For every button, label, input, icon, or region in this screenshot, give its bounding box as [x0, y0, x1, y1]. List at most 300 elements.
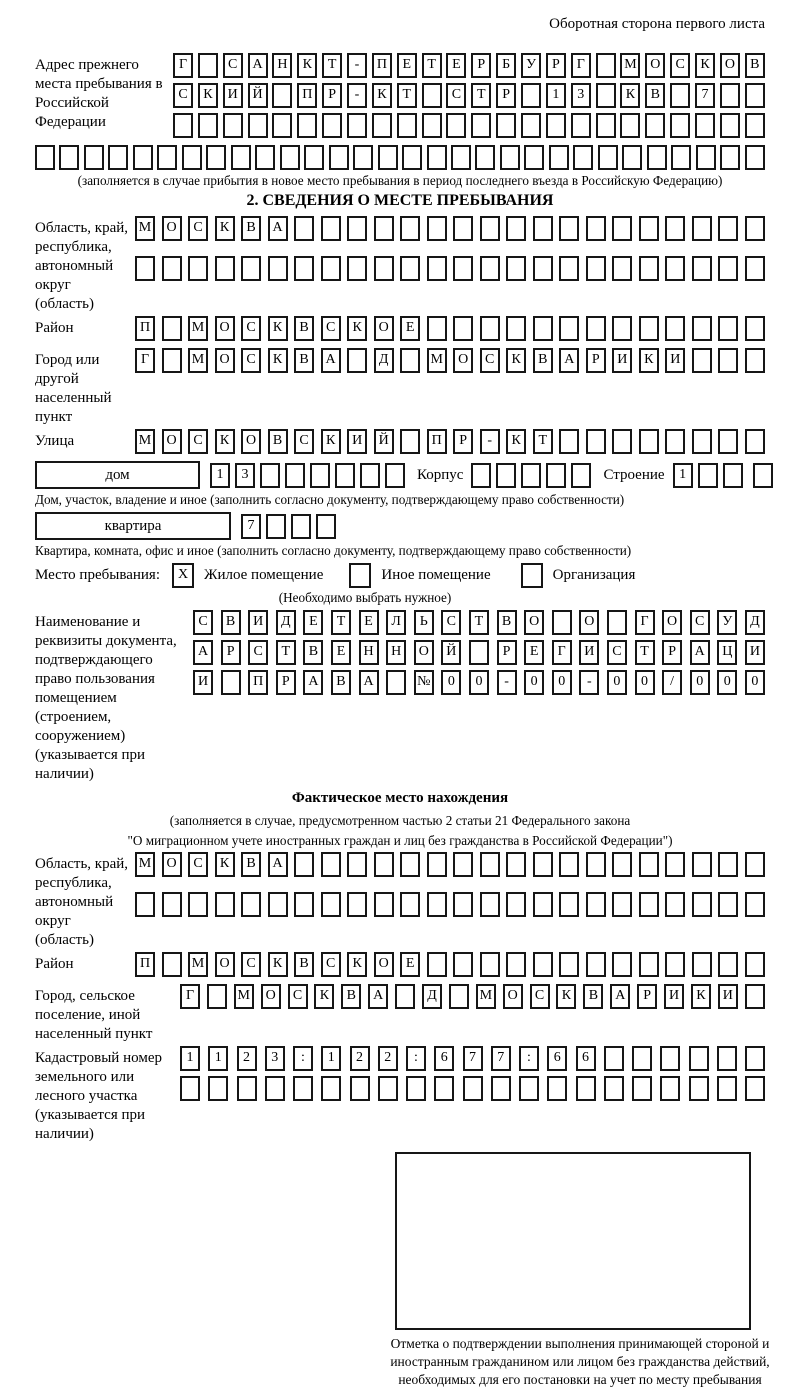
char-box: Е	[400, 952, 420, 977]
char-box-row	[210, 463, 405, 488]
char-box: К	[215, 216, 235, 241]
char-box	[353, 145, 373, 170]
char-box: К	[556, 984, 576, 1009]
char-box	[453, 216, 473, 241]
char-box	[427, 952, 447, 977]
prev-address-label: Адрес прежнего места пребывания в Российской Федерации	[35, 57, 163, 130]
char-box: Р	[276, 670, 296, 695]
char-box	[321, 852, 341, 877]
char-box	[293, 1076, 313, 1101]
char-box	[480, 952, 500, 977]
char-box: Т	[471, 83, 491, 108]
char-box	[559, 216, 579, 241]
char-box-row	[35, 145, 765, 170]
char-box: А	[690, 640, 710, 665]
char-box	[491, 1076, 511, 1101]
char-box	[665, 892, 685, 917]
char-box-row	[180, 984, 765, 1009]
char-box	[453, 852, 473, 877]
char-box: О	[414, 640, 434, 665]
char-box	[665, 852, 685, 877]
char-box: И	[223, 83, 243, 108]
char-box	[533, 852, 553, 877]
char-box: Т	[635, 640, 655, 665]
char-box: 1	[210, 463, 230, 488]
char-box: О	[453, 348, 473, 373]
char-box	[294, 852, 314, 877]
checkbox-other-premises	[349, 563, 371, 588]
char-box	[480, 316, 500, 341]
char-box: Н	[386, 640, 406, 665]
char-box: Д	[276, 610, 296, 635]
char-box: С	[441, 610, 461, 635]
char-box	[347, 256, 367, 281]
char-box	[689, 1046, 709, 1071]
char-box: 7	[695, 83, 715, 108]
char-box: Р	[662, 640, 682, 665]
char-box	[506, 316, 526, 341]
char-box	[723, 463, 743, 488]
char-box: И	[579, 640, 599, 665]
char-box	[692, 429, 712, 454]
char-box	[221, 670, 241, 695]
char-box: -	[579, 670, 599, 695]
char-box: С	[670, 53, 690, 78]
region-grid	[135, 216, 765, 296]
char-box: У	[717, 610, 737, 635]
char-box	[291, 514, 311, 539]
street-grid	[135, 429, 765, 459]
char-box	[453, 256, 473, 281]
char-box	[182, 145, 202, 170]
prev-address-grid	[173, 53, 765, 143]
char-box	[604, 1046, 624, 1071]
char-box: К	[268, 348, 288, 373]
char-box	[35, 145, 55, 170]
char-box	[612, 429, 632, 454]
char-box	[612, 256, 632, 281]
char-box: 0	[552, 670, 572, 695]
char-box: 7	[491, 1046, 511, 1071]
char-box-row	[135, 892, 765, 917]
char-box: М	[234, 984, 254, 1009]
char-box: 0	[635, 670, 655, 695]
char-box	[586, 952, 606, 977]
house-note: Дом, участок, владение и иное (заполнить согласно документу, подтверждающему право собственности)	[35, 492, 625, 507]
char-box	[372, 113, 392, 138]
char-box: В	[221, 610, 241, 635]
char-box	[612, 952, 632, 977]
char-box	[215, 256, 235, 281]
char-box	[670, 113, 690, 138]
char-box	[533, 892, 553, 917]
actual-city-grid	[180, 984, 765, 1014]
char-box	[692, 952, 712, 977]
char-box	[266, 514, 286, 539]
char-box	[692, 852, 712, 877]
char-box	[598, 145, 618, 170]
char-box	[546, 113, 566, 138]
char-box: В	[497, 610, 517, 635]
char-box	[335, 463, 355, 488]
char-box	[718, 256, 738, 281]
char-box: С	[690, 610, 710, 635]
char-box	[612, 852, 632, 877]
char-box: И	[745, 640, 765, 665]
prev-address-extra-grid	[35, 145, 765, 170]
char-box	[639, 429, 659, 454]
char-box: А	[303, 670, 323, 695]
char-box: А	[559, 348, 579, 373]
char-box	[533, 952, 553, 977]
char-box: О	[579, 610, 599, 635]
char-box: Й	[374, 429, 394, 454]
char-box	[173, 113, 193, 138]
char-box	[665, 429, 685, 454]
char-box	[620, 113, 640, 138]
char-box-row	[173, 83, 765, 108]
char-box	[665, 216, 685, 241]
char-box: 1	[321, 1046, 341, 1071]
char-box: Р	[497, 640, 517, 665]
char-box: К	[268, 316, 288, 341]
char-box-row	[193, 610, 765, 635]
char-box	[695, 113, 715, 138]
char-box	[451, 145, 471, 170]
char-box: Д	[422, 984, 442, 1009]
char-box	[471, 113, 491, 138]
document-label: Наименование и реквизиты документа, подтверждающего право пользования помещением (строением, сооружением) (указывается при наличии)	[35, 614, 177, 782]
char-box	[745, 145, 765, 170]
city-group	[35, 348, 765, 427]
char-box	[696, 145, 716, 170]
char-box: Г	[180, 984, 200, 1009]
char-box: П	[372, 53, 392, 78]
char-box	[665, 316, 685, 341]
char-box	[745, 113, 765, 138]
char-box	[297, 113, 317, 138]
char-box	[321, 892, 341, 917]
char-box-row	[135, 952, 765, 977]
char-box	[524, 145, 544, 170]
char-box: 0	[717, 670, 737, 695]
char-box: 1	[180, 1046, 200, 1071]
char-box: К	[321, 429, 341, 454]
char-box	[347, 348, 367, 373]
char-box	[607, 610, 627, 635]
char-box: К	[691, 984, 711, 1009]
checkbox-organization	[521, 563, 543, 588]
char-box: Т	[276, 640, 296, 665]
char-box	[745, 216, 765, 241]
char-box: 6	[547, 1046, 567, 1071]
char-box	[533, 216, 553, 241]
char-box	[571, 463, 591, 488]
char-box	[549, 145, 569, 170]
char-box	[294, 216, 314, 241]
char-box: К	[506, 429, 526, 454]
char-box	[559, 256, 579, 281]
char-box: И	[665, 348, 685, 373]
char-box-row	[173, 113, 765, 138]
char-box: Р	[221, 640, 241, 665]
char-box-row	[135, 429, 765, 454]
char-box: К	[314, 984, 334, 1009]
char-box: П	[427, 429, 447, 454]
cadastral-label: Кадастровый номер земельного или лесного участка (указывается при наличии)	[35, 1050, 162, 1142]
char-box	[157, 145, 177, 170]
char-box	[223, 113, 243, 138]
section2-title: 2. СВЕДЕНИЯ О МЕСТЕ ПРЕБЫВАНИЯ	[246, 192, 554, 209]
char-box	[692, 256, 712, 281]
char-box	[692, 216, 712, 241]
char-box	[745, 984, 765, 1009]
char-box	[506, 256, 526, 281]
char-box	[753, 463, 773, 488]
char-box: 6	[434, 1046, 454, 1071]
char-box: М	[188, 316, 208, 341]
char-box: 0	[607, 670, 627, 695]
char-box: П	[297, 83, 317, 108]
char-box	[718, 429, 738, 454]
char-box: 3	[571, 83, 591, 108]
char-box	[718, 216, 738, 241]
char-box	[402, 145, 422, 170]
char-box	[280, 145, 300, 170]
char-box: -	[347, 83, 367, 108]
char-box	[248, 113, 268, 138]
char-box: К	[695, 53, 715, 78]
char-box: В	[294, 348, 314, 373]
actual-region-label: Область, край, республика, автономный округ (область)	[35, 856, 129, 948]
char-box-row	[471, 463, 591, 488]
char-box	[400, 348, 420, 373]
char-box	[612, 892, 632, 917]
char-box	[665, 952, 685, 977]
char-box	[612, 216, 632, 241]
char-box	[718, 892, 738, 917]
char-box: М	[135, 216, 155, 241]
char-box: В	[341, 984, 361, 1009]
char-box: С	[188, 429, 208, 454]
char-box	[400, 256, 420, 281]
char-box	[500, 145, 520, 170]
char-box	[647, 145, 667, 170]
char-box: С	[480, 348, 500, 373]
char-box	[347, 113, 367, 138]
char-box: Р	[322, 83, 342, 108]
char-box-row	[673, 463, 743, 488]
char-box	[745, 348, 765, 373]
char-box	[639, 216, 659, 241]
char-box	[406, 1076, 426, 1101]
char-box	[639, 952, 659, 977]
char-box	[374, 852, 394, 877]
char-box	[665, 256, 685, 281]
char-box	[427, 316, 447, 341]
char-box: Е	[397, 53, 417, 78]
char-box: К	[347, 952, 367, 977]
char-box	[717, 1076, 737, 1101]
char-box: Р	[496, 83, 516, 108]
char-box	[586, 216, 606, 241]
char-box: Г	[173, 53, 193, 78]
char-box: 1	[208, 1046, 228, 1071]
actual-city-group	[35, 984, 765, 1044]
char-box	[310, 463, 330, 488]
district-label: Район	[35, 320, 74, 336]
char-box: 0	[469, 670, 489, 695]
char-box	[427, 216, 447, 241]
char-box: А	[321, 348, 341, 373]
char-box	[374, 892, 394, 917]
char-box: Е	[400, 316, 420, 341]
char-box: Н	[359, 640, 379, 665]
char-box: В	[268, 429, 288, 454]
char-box	[521, 83, 541, 108]
house-row	[35, 461, 765, 489]
char-box	[586, 256, 606, 281]
char-box	[559, 316, 579, 341]
char-box: С	[241, 316, 261, 341]
char-box: О	[241, 429, 261, 454]
char-box	[546, 463, 566, 488]
char-box: О	[374, 316, 394, 341]
char-box	[400, 892, 420, 917]
char-box-row	[180, 1076, 765, 1101]
char-box	[645, 113, 665, 138]
char-box	[671, 145, 691, 170]
char-box	[571, 113, 591, 138]
char-box: П	[135, 316, 155, 341]
char-box: М	[135, 852, 155, 877]
char-box	[720, 145, 740, 170]
char-box: С	[241, 348, 261, 373]
char-box: Е	[303, 610, 323, 635]
char-box: 6	[576, 1046, 596, 1071]
char-box	[718, 952, 738, 977]
char-box	[400, 429, 420, 454]
char-box	[471, 463, 491, 488]
char-box-row	[135, 852, 765, 877]
char-box	[745, 316, 765, 341]
char-box-row	[135, 256, 765, 281]
char-box: М	[427, 348, 447, 373]
char-box	[386, 670, 406, 695]
char-box: Л	[386, 610, 406, 635]
char-box	[480, 256, 500, 281]
char-box: В	[645, 83, 665, 108]
actual-district-grid	[135, 952, 765, 982]
char-box	[434, 1076, 454, 1101]
char-box: О	[162, 429, 182, 454]
cadastral-group	[35, 1046, 765, 1144]
char-box: А	[368, 984, 388, 1009]
premises-type-row	[35, 563, 765, 588]
char-box: Г	[552, 640, 572, 665]
char-box	[463, 1076, 483, 1101]
char-box	[745, 892, 765, 917]
char-box	[215, 892, 235, 917]
char-box	[294, 892, 314, 917]
house-number-grid	[210, 463, 405, 488]
char-box: Г	[135, 348, 155, 373]
char-box	[689, 1076, 709, 1101]
char-box: С	[288, 984, 308, 1009]
char-box: У	[521, 53, 541, 78]
actual-city-label: Город, сельское поселение, иной населенный пункт	[35, 988, 153, 1042]
char-box	[265, 1076, 285, 1101]
char-box: -	[347, 53, 367, 78]
char-box	[162, 952, 182, 977]
actual-region-grid	[135, 852, 765, 932]
char-box	[453, 316, 473, 341]
char-box	[745, 83, 765, 108]
premises-option-label-other: Иное помещение	[381, 567, 491, 583]
char-box-row	[173, 53, 765, 78]
char-box	[496, 463, 516, 488]
char-box	[180, 1076, 200, 1101]
char-box	[84, 145, 104, 170]
apartment-note: Квартира, комната, офис и иное (заполнить согласно документу, подтверждающему право собственности)	[35, 543, 632, 558]
char-box: -	[480, 429, 500, 454]
apartment-grid	[241, 514, 336, 539]
char-box: 0	[690, 670, 710, 695]
char-box: О	[162, 852, 182, 877]
checkbox-residential: X	[172, 563, 194, 588]
char-box	[59, 145, 79, 170]
char-box: А	[610, 984, 630, 1009]
char-box	[237, 1076, 257, 1101]
char-box	[268, 892, 288, 917]
document-group	[35, 610, 765, 784]
stamp-caption: Отметка о подтверждении выполнения принимающей стороной и иностранным гражданином или лицом без гражданства действий, необходимых для его постановки на учет по месту пребывания	[390, 1336, 770, 1387]
char-box: О	[215, 952, 235, 977]
char-box	[260, 463, 280, 488]
char-box	[519, 1076, 539, 1101]
char-box	[321, 1076, 341, 1101]
char-box: К	[639, 348, 659, 373]
char-box-row	[193, 670, 765, 695]
char-box: О	[662, 610, 682, 635]
char-box: С	[193, 610, 213, 635]
char-box: И	[718, 984, 738, 1009]
char-box: С	[321, 952, 341, 977]
char-box	[395, 984, 415, 1009]
char-box: К	[198, 83, 218, 108]
char-box	[449, 984, 469, 1009]
char-box: Т	[331, 610, 351, 635]
char-box: И	[193, 670, 213, 695]
char-box	[639, 892, 659, 917]
char-box	[718, 316, 738, 341]
char-box	[475, 145, 495, 170]
char-box	[506, 216, 526, 241]
char-box: О	[720, 53, 740, 78]
region-label: Область, край, республика, автономный округ (область)	[35, 220, 129, 312]
korpus-label: Корпус	[417, 466, 464, 483]
char-box: С	[241, 952, 261, 977]
char-box: О	[524, 610, 544, 635]
char-box: 0	[524, 670, 544, 695]
char-box: К	[297, 53, 317, 78]
char-box: В	[533, 348, 553, 373]
actual-location-title: Фактическое место нахождения	[291, 790, 509, 806]
char-box	[660, 1046, 680, 1071]
char-box	[639, 256, 659, 281]
char-box	[207, 984, 227, 1009]
char-box	[639, 852, 659, 877]
